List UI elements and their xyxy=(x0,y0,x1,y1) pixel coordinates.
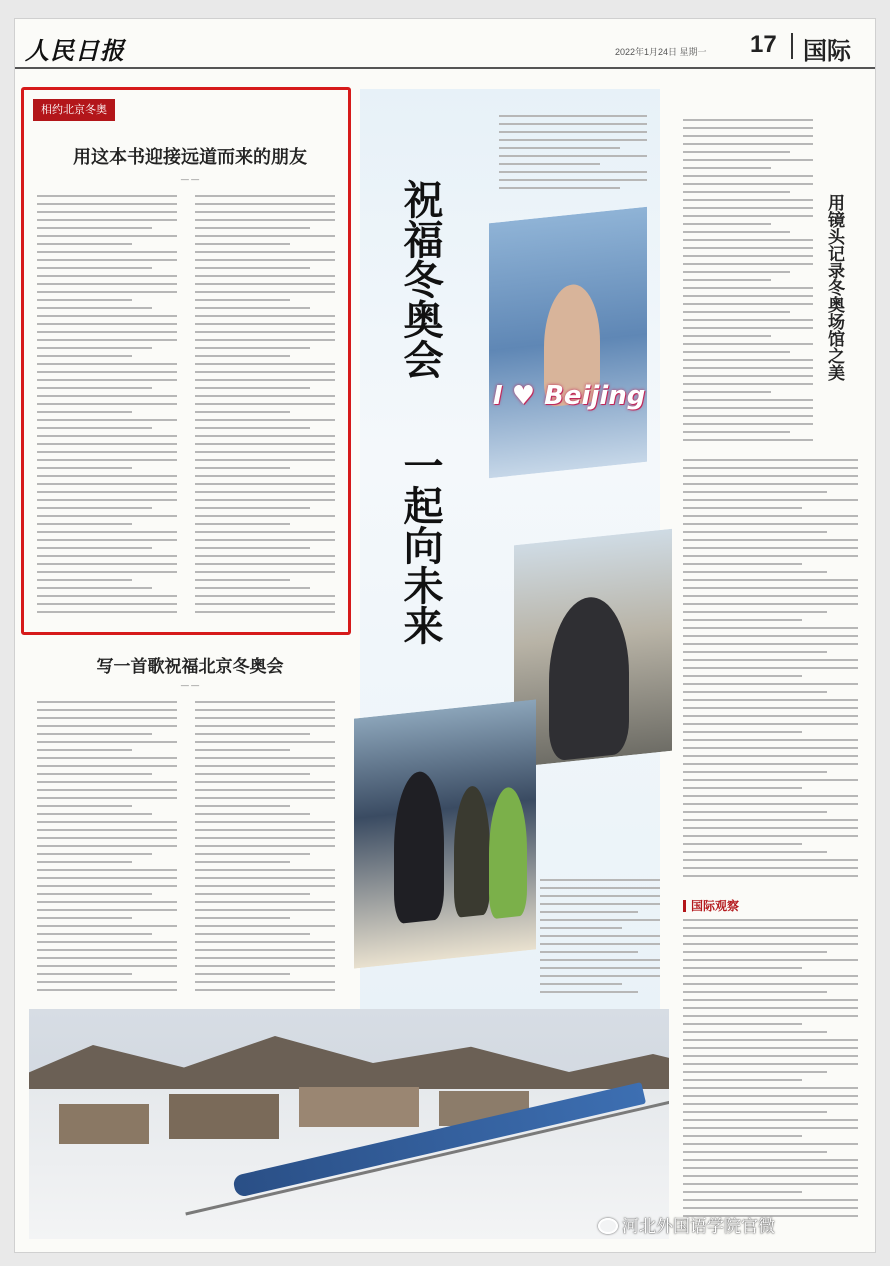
article-body-col-1 xyxy=(37,195,177,619)
article-headline: 用这本书迎接远道而来的朋友 xyxy=(73,147,307,168)
watermark-text: 河北外国语学院官微 xyxy=(622,1217,775,1237)
second-byline: — — xyxy=(180,681,200,690)
right-section-label: 国际观察 xyxy=(683,897,739,914)
i-love-beijing-graphic: I ♥ Beijing xyxy=(493,381,646,411)
feature-title-line1: 祝福冬奥会 xyxy=(397,179,443,379)
wechat-icon xyxy=(598,1218,618,1234)
newspaper-page xyxy=(14,18,876,1253)
right-body-bottom xyxy=(683,919,858,1223)
photo-tourist-beijing xyxy=(489,207,647,479)
feature-title-line2: 一起向未来 xyxy=(397,445,443,645)
newspaper-logo: 人民日报 xyxy=(25,36,125,65)
right-vertical-headline-text: 用镜头记录冬奥场馆之美 xyxy=(824,193,844,381)
second-body-col-2 xyxy=(195,701,335,997)
section-name: 国际 xyxy=(803,38,851,65)
photo-highspeed-train-panorama xyxy=(29,1009,669,1239)
article-byline: — — xyxy=(180,175,200,184)
page-number: 17 xyxy=(750,31,777,58)
right-body-top xyxy=(683,119,813,447)
feature-intro-text xyxy=(499,115,647,195)
second-body-col-1 xyxy=(37,701,177,997)
photo-man-outdoors xyxy=(514,529,672,768)
right-vertical-headline xyxy=(823,167,847,407)
right-body-middle xyxy=(683,459,858,883)
masthead xyxy=(15,19,876,69)
issue-date: 2022年1月24日 星期一 xyxy=(615,47,707,57)
wechat-watermark xyxy=(598,1212,775,1237)
feature-title xyxy=(395,159,445,665)
photo-group-indoors xyxy=(354,699,536,968)
second-headline: 写一首歌祝福北京冬奥会 xyxy=(96,657,284,677)
article-body-col-2 xyxy=(195,195,335,619)
column-tag: 相约北京冬奥 xyxy=(33,99,115,121)
masthead-divider xyxy=(791,33,793,59)
feature-captions xyxy=(540,879,660,999)
